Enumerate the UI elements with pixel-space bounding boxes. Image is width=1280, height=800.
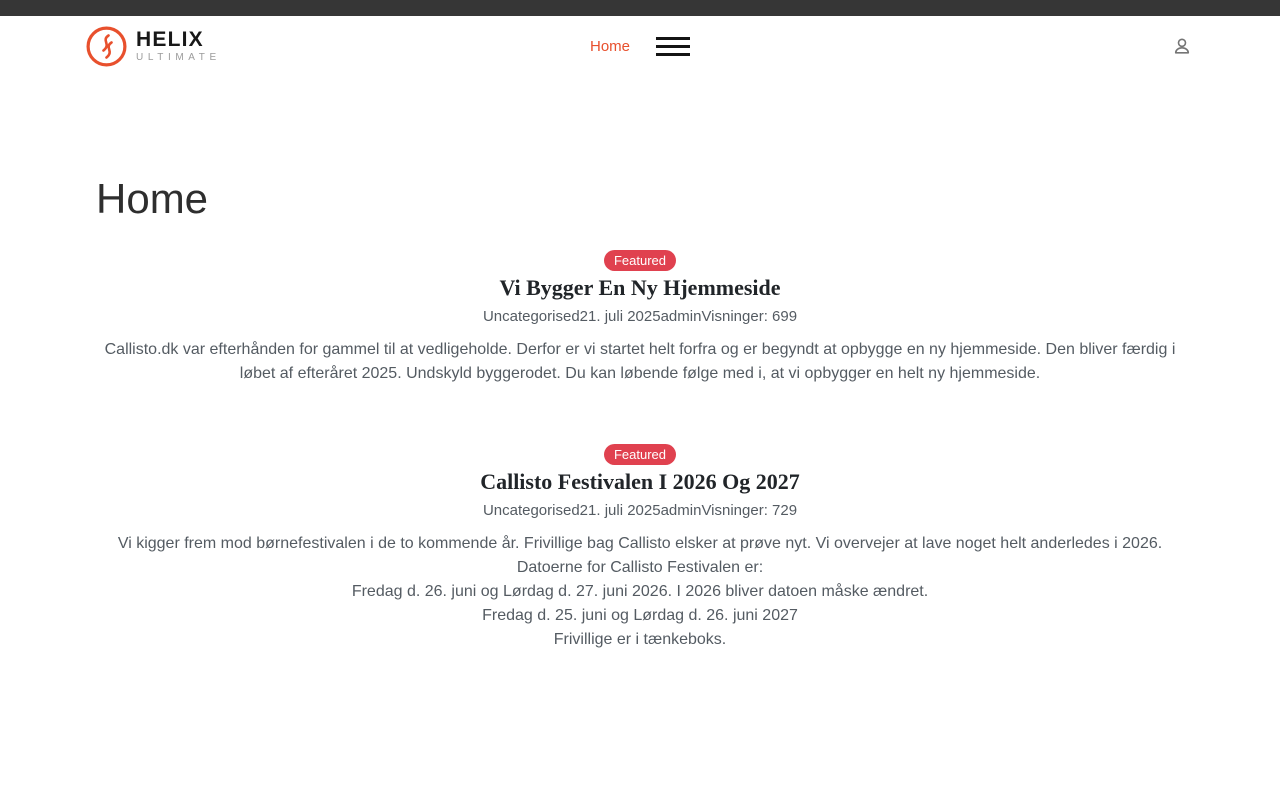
header-right <box>1170 34 1194 58</box>
article-category: Uncategorised <box>482 502 580 519</box>
offcanvas-menu-button[interactable] <box>656 32 690 61</box>
site-header <box>0 16 1280 76</box>
featured-badge: Featured <box>604 444 676 465</box>
article-body-line: Fredag d. 25. juni og Lørdag d. 26. juni 2027 <box>482 607 798 624</box>
article-title[interactable]: Callisto Festivalen I 2026 Og 2027 <box>480 469 800 494</box>
article-body-line: Callisto.dk var efterhånden for gammel til at vedligeholde. Derfor er vi startet helt forfra og er begyndt at opbygge en ny hjemmeside. Den bliver færdig i <box>104 341 1176 358</box>
logo-text <box>136 29 221 63</box>
article-body <box>96 532 1184 652</box>
badge-row <box>96 250 1184 271</box>
article-author: admin <box>660 502 702 519</box>
person-outline-icon <box>1170 34 1194 58</box>
featured-badge: Featured <box>604 250 676 271</box>
article-body-line: Fredag d. 26. juni og Lørdag d. 27. juni 2026. I 2026 bliver datoen måske ændret. <box>351 583 929 600</box>
nav-item-home[interactable]: Home <box>589 37 631 55</box>
article-title[interactable]: Vi Bygger En Ny Hjemmeside <box>499 275 781 300</box>
article-card-2 <box>96 444 1184 652</box>
article-card-1 <box>96 250 1184 386</box>
article-meta <box>96 502 1184 519</box>
article-date: 21. juli 2025 <box>579 502 661 519</box>
logo-subtitle: ULTIMATE <box>136 52 221 63</box>
article-author: admin <box>660 308 702 325</box>
article-date: 21. juli 2025 <box>579 308 661 325</box>
article-body-line: Frivillige er i tænkeboks. <box>553 631 727 648</box>
main-content <box>96 76 1184 772</box>
article-body-line: løbet af efteråret 2025. Undskyld byggerodet. Du kan løbende følge med i, at vi opbygger en helt ny hjemmeside. <box>239 365 1041 382</box>
site-logo[interactable] <box>86 26 221 67</box>
main-nav <box>590 32 690 61</box>
article-body-line: Vi kigger frem mod børnefestivalen i de to kommende år. Frivillige bag Callisto elsker at prøve nyt. Vi overvejer at lave noget helt anderledes i 2026. <box>117 535 1163 552</box>
badge-row <box>96 444 1184 465</box>
login-button[interactable] <box>1170 34 1194 58</box>
top-bar <box>0 0 1280 16</box>
article-body-line: Datoerne for Callisto Festivalen er: <box>516 559 764 576</box>
article-category: Uncategorised <box>482 308 580 325</box>
article-meta <box>96 308 1184 325</box>
hamburger-icon <box>656 37 690 56</box>
article-hits: Visninger: 729 <box>701 502 798 519</box>
article-body <box>96 338 1184 386</box>
helix-circle-swoosh-icon <box>86 26 127 67</box>
page-title: Home <box>96 175 209 222</box>
logo-title: HELIX <box>136 28 204 51</box>
article-hits: Visninger: 699 <box>701 308 798 325</box>
